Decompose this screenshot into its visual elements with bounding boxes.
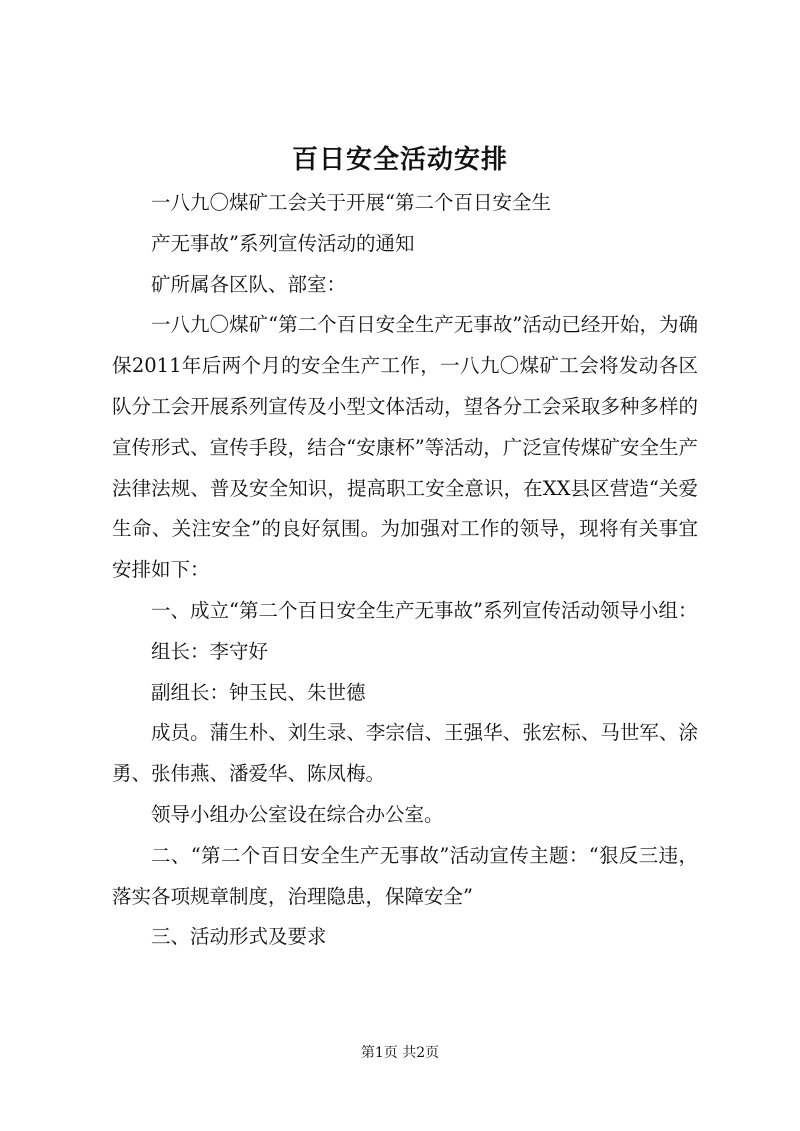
section-three-heading: 三、活动形式及要求 <box>151 925 327 949</box>
document-body <box>112 183 698 958</box>
page-number-footer: 第1页 共2页 <box>360 1045 440 1061</box>
section-two-theme: 二、“第二个百日安全生产无事故”活动宣传主题：“狠反三违，落实各项规章制度，治理隐患，保障安全” <box>112 843 698 908</box>
document-title: 百日安全活动安排 <box>291 145 508 175</box>
notice-heading-line-2: 产无事故”系列宣传活动的通知 <box>151 231 415 255</box>
group-members: 成员。蒲生朴、刘生录、李宗信、王强华、张宏标、马世军、涂勇、张伟燕、潘爱华、陈凤梅。 <box>112 721 698 786</box>
salutation: 矿所属各区队、部室： <box>151 272 347 296</box>
intro-paragraph: 一八九〇煤矿“第二个百日安全生产无事故”活动已经开始，为确保2011年后两个月的安全生产工作，一八九〇煤矿工会将发动各区队分工会开展系列宣传及小型文体活动，望各分工会采取多种多样的宣传形式、宣传手段，结合“安康杯”等活动，广泛宣传煤矿安全生产法律法规、普及安全知识，提高职工安全意识，在XX县区营造“关爱生命、关注安全”的良好氛围。为加强对工作的领导，现将有关事宜安排如下： <box>112 313 698 582</box>
group-leader: 组长：李守好 <box>151 639 269 663</box>
office-location: 领导小组办公室设在综合办公室。 <box>151 802 444 826</box>
section-one-heading: 一、成立“第二个百日安全生产无事故”系列宣传活动领导小组： <box>151 598 698 622</box>
deputy-group-leader: 副组长：钟玉民、朱世德 <box>151 680 366 704</box>
notice-heading-line-1: 一八九〇煤矿工会关于开展“第二个百日安全生 <box>151 191 551 214</box>
